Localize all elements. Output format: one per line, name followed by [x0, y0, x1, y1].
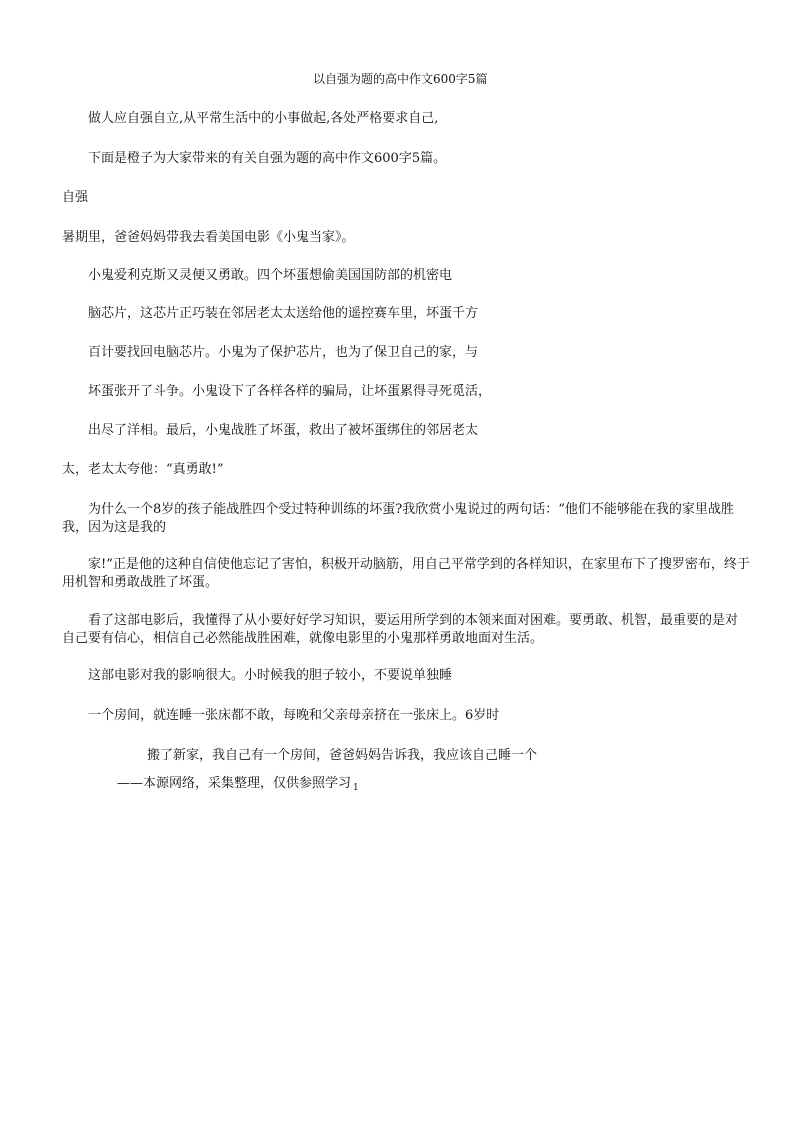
document-title: 以自强为题的高中作文600字5篇 [313, 72, 488, 86]
paragraph-line: 出尽了洋相。最后，小鬼战胜了坏蛋，救出了被坏蛋绑住的邻居老太 [88, 423, 479, 438]
paragraph-line: 坏蛋张开了斗争。小鬼设下了各样各样的骗局，让坏蛋累得寻死觅活， [88, 384, 492, 399]
paragraph-line: 太，老太太夸他：“真勇敢!” [62, 462, 224, 477]
section-heading: 自强 [62, 190, 89, 205]
paragraph-line: 百计要找回电脑芯片。小鬼为了保护芯片，也为了保卫自己的家，与 [88, 345, 479, 360]
paragraph-line: 暑期里，爸爸妈妈带我去看美国电影《小鬼当家》。 [62, 230, 355, 245]
paragraph-line: 脑芯片，这芯片正巧装在邻居老太太送给他的遥控赛车里，坏蛋千方 [88, 306, 479, 321]
paragraph-block: 家!”正是他的这种自信使他忘记了害怕，积极开动脑筋，用自己平常学到的各样知识，在家里布下了搜罗密布，终于用机智和勇敢战胜了坏蛋。 [62, 557, 750, 590]
intro-line-2: 下面是橙子为大家带来的有关自强为题的高中作文600字5篇。 [88, 151, 447, 166]
paragraph-block: 为什么一个8岁的孩子能战胜四个受过特种训练的坏蛋?我欣赏小鬼说过的两句话：“他们不能够能在我的家里战胜我，因为这是我的 [62, 502, 734, 535]
paragraph-line: 这部电影对我的影响很大。小时候我的胆子较小，不要说单独睡 [88, 668, 453, 683]
paragraph-line: 搬了新家，我自己有一个房间，爸爸妈妈告诉我，我应该自己睡一个 [147, 748, 538, 763]
paragraph-line: 一个房间，就连睡一张床都不敢，每晚和父亲母亲挤在一张床上。6岁时 [88, 708, 500, 723]
footer-note [117, 776, 359, 796]
footer-text: ——本源网络，采集整理，仅供参照学习 [117, 776, 352, 791]
page-number: 1 [353, 783, 359, 793]
intro-line-1: 做人应自强自立,从平常生活中的小事做起,各处严格要求自己, [88, 111, 439, 126]
paragraph-block: 看了这部电影后，我懂得了从小要好好学习知识，要运用所学到的本领来面对困难。要勇敢、机智，最重要的是对自己要有信心，相信自己必然能战胜困难，就像电影里的小鬼那样勇敢地面对生活。 [62, 613, 739, 646]
paragraph-line: 小鬼爱利克斯又灵便又勇敢。四个坏蛋想偷美国国防部的机密电 [88, 268, 453, 283]
